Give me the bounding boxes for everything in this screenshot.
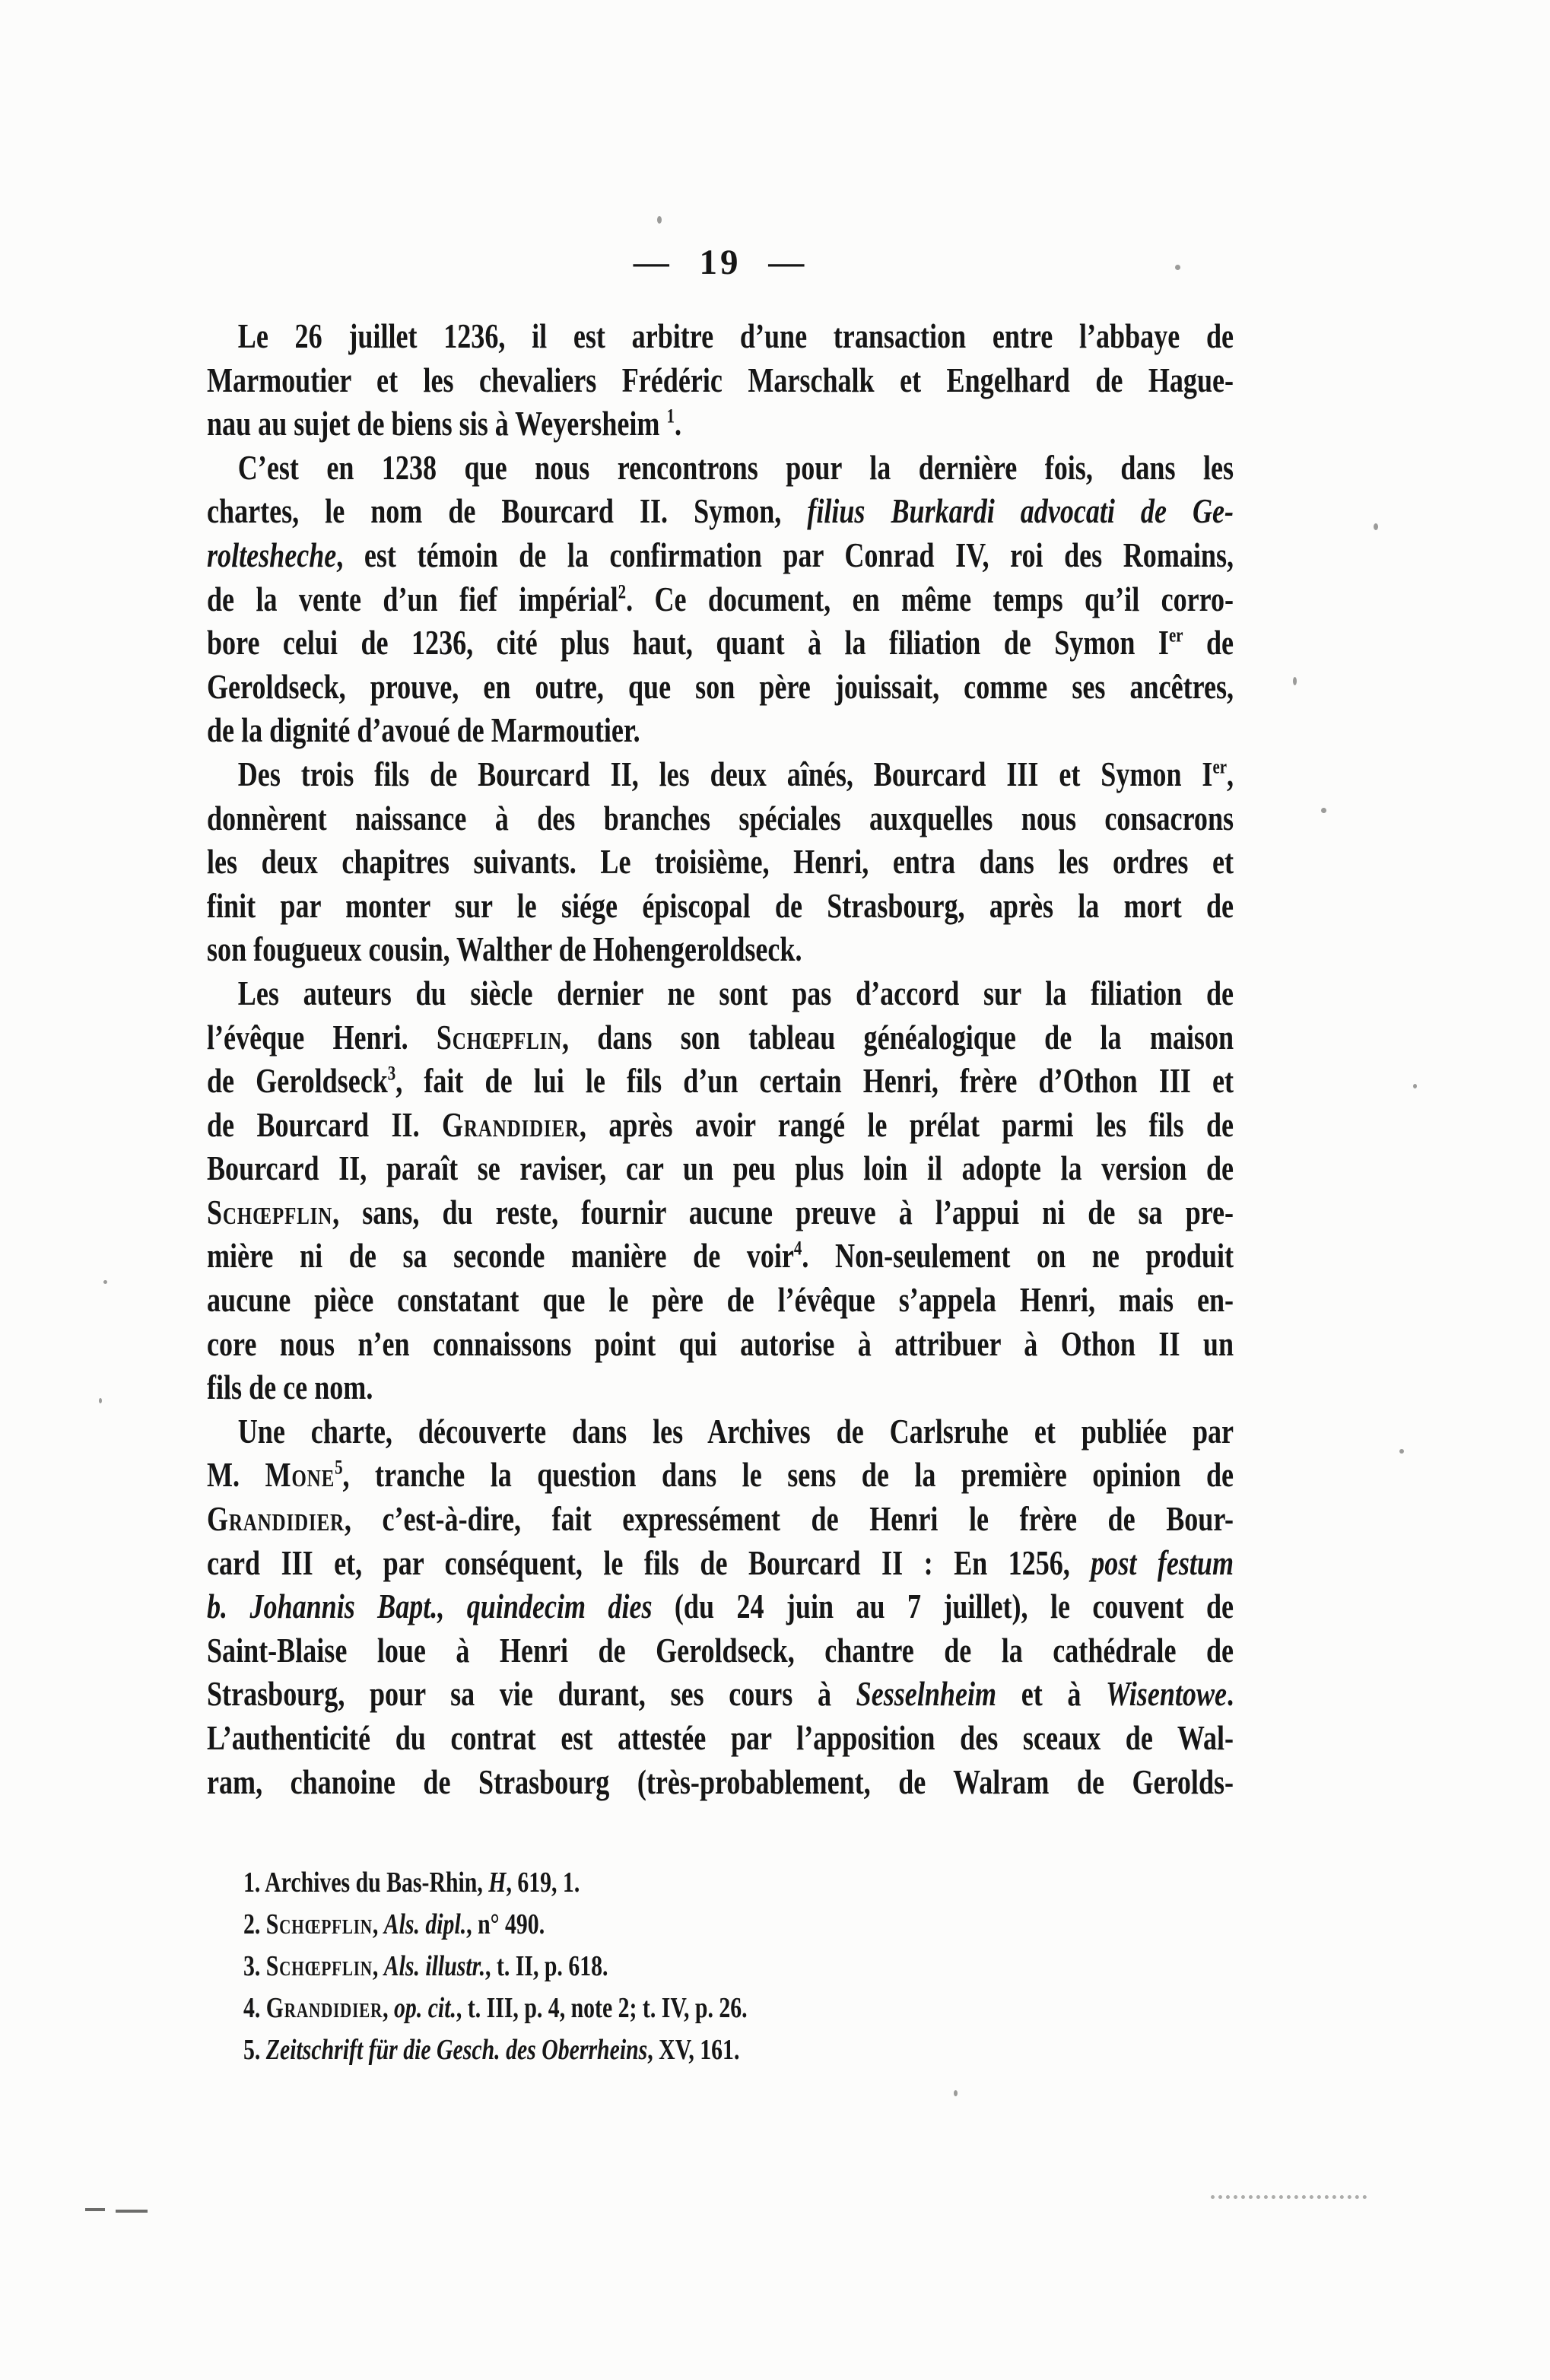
text-run: chartes, le nom de Bourcard II. Symon,	[207, 491, 808, 531]
text-run: de la vente d’un fief impérial	[207, 579, 618, 618]
text-line	[207, 1190, 1234, 1234]
superscript-ref: 1	[666, 404, 675, 427]
text-line	[207, 489, 1234, 533]
text-run: (du 24 juin au 7 juillet), le couvent de	[652, 1587, 1234, 1626]
text-line	[207, 1584, 1234, 1629]
italic-text: op. cit.	[394, 1992, 456, 2024]
footnotes	[243, 1862, 1232, 2071]
text-run: de Bourcard II.	[207, 1104, 443, 1144]
footnote-line	[243, 2029, 1232, 2071]
text-run: Le 26 juillet 1236, il est arbitre d’une transaction entre l’abbaye de	[237, 316, 1234, 355]
smallcaps-name: Mone	[265, 1455, 335, 1495]
text-run: Saint-Blaise loue à Henri de Geroldseck, chantre de la cathédrale de	[207, 1630, 1234, 1670]
smallcaps-name: Grandidier	[207, 1499, 345, 1539]
smallcaps-name: Schœpflin	[265, 1950, 373, 1982]
text-run: finit par monter sur le siége épiscopal de Strasbourg, après la mort de	[207, 885, 1234, 925]
text-run: et à	[996, 1674, 1107, 1714]
footnote-line	[243, 1946, 1232, 1988]
smallcaps-name: Schœpflin	[265, 1908, 373, 1940]
text-run: .	[674, 404, 681, 443]
text-run: core nous n’en connaissons point qui autorise à attribuer à Othon II un	[207, 1323, 1234, 1363]
text-run: bore celui de 1236, cité plus haut, quant à la filiation de Symon I	[207, 623, 1169, 663]
text-run: 3.	[243, 1950, 266, 1982]
paragraph	[207, 446, 1234, 752]
text-run: C’est en 1238 que nous rencontrons pour la dernière fois, dans les	[237, 447, 1234, 487]
italic-text: roltesheche	[207, 535, 337, 574]
text-run: Marmoutier et les chevaliers Frédéric Marschalk et Engelhard de Hague-	[207, 360, 1234, 399]
text-run: ram, chanoine de Strasbourg (très-probablement, de Walram de Gerolds-	[207, 1762, 1234, 1801]
superscript-ref: er	[1212, 755, 1228, 778]
paragraph	[207, 971, 1234, 1409]
page-number: — 19 —	[633, 243, 808, 282]
scan-artifact	[1211, 2195, 1367, 2199]
scan-artifact	[1175, 265, 1180, 270]
text-run: donnèrent naissance à des branches spéciales auxquelles nous consacrons	[207, 798, 1234, 837]
text-run: L’authenticité du contrat est attestée par l’apposition des sceaux de Wal-	[207, 1718, 1234, 1757]
superscript-ref: 4	[793, 1237, 802, 1260]
text-run: nau au sujet de biens sis à Weyersheim	[207, 404, 667, 443]
text-line	[207, 927, 1234, 971]
italic-text: Wisentowe	[1106, 1674, 1228, 1714]
text-run: , dans son tableau généalogique de la maison	[561, 1017, 1234, 1057]
text-line	[207, 1103, 1234, 1147]
text-run: 2.	[243, 1908, 266, 1940]
text-run: Strasbourg, pour sa vie durant, ses cours à	[207, 1674, 856, 1714]
text-run: , t. III, p. 4, note 2; t. IV, p. 26.	[456, 1992, 748, 2024]
text-line	[207, 577, 1234, 621]
text-line	[207, 1541, 1234, 1585]
smallcaps-name: Grandidier	[265, 1992, 383, 2024]
text-run: , sans, du reste, fournir aucune preuve à l’appui ni de sa pre-	[332, 1192, 1234, 1231]
text-line	[207, 884, 1234, 928]
text-line	[207, 752, 1234, 796]
text-run: 1. Archives du Bas-Rhin,	[243, 1867, 489, 1899]
scan-artifact	[1413, 1084, 1417, 1088]
paragraph	[207, 314, 1234, 446]
scan-artifact	[1293, 677, 1297, 685]
scan-artifact	[657, 216, 662, 224]
text-line	[207, 1760, 1234, 1804]
text-run: Bourcard II, paraît se raviser, car un peu plus loin il adopte la version de	[207, 1149, 1234, 1188]
text-run: Les auteurs du siècle dernier ne sont pas d’accord sur la filiation de	[237, 973, 1234, 1012]
scan-artifact	[1399, 1449, 1404, 1454]
text-run: , fait de lui le fils d’un certain Henri, frère d’Othon III et	[395, 1061, 1234, 1101]
footnote-line	[243, 1904, 1232, 1946]
superscript-ref: 2	[618, 580, 627, 603]
text-run: son fougueux cousin, Walther de Hohengeroldseck.	[207, 929, 802, 969]
italic-text: Sesselnheim	[856, 1674, 997, 1714]
text-run: , c’est-à-dire, fait expressément de Henri le frère de Bour-	[344, 1499, 1234, 1539]
text-run: de la dignité d’avoué de Marmoutier.	[207, 710, 640, 750]
text-run: ,	[372, 1908, 384, 1940]
text-line	[207, 1015, 1234, 1060]
text-run: ,	[1227, 754, 1234, 793]
scan-artifact	[99, 1398, 102, 1403]
text-line	[207, 314, 1234, 358]
footnote-line	[243, 1988, 1232, 2029]
scan-artifact	[103, 1280, 107, 1284]
text-line	[207, 1409, 1234, 1454]
scan-artifact	[1321, 808, 1326, 813]
text-run: mière ni de sa seconde manière de voir	[207, 1236, 794, 1276]
text-line	[207, 1672, 1234, 1716]
text-line	[207, 1453, 1234, 1497]
italic-text: Als. dipl.	[383, 1908, 467, 1940]
text-run: 5.	[243, 2034, 266, 2066]
smallcaps-name: Schœpflin	[436, 1017, 562, 1057]
text-line	[207, 840, 1234, 884]
text-run: ,	[383, 1992, 395, 2024]
text-run: Une charte, découverte dans les Archives de Carlsruhe et publiée par	[237, 1411, 1234, 1451]
italic-text: Als. illustr.	[383, 1950, 486, 1982]
text-run: ,	[372, 1950, 384, 1982]
text-line	[207, 446, 1234, 490]
scan-artifact	[85, 2208, 105, 2211]
italic-text: H	[488, 1867, 507, 1899]
text-run: Geroldseck, prouve, en outre, que son père jouissait, comme ses ancêtres,	[207, 666, 1234, 706]
text-run: . Non-seulement on ne produit	[802, 1236, 1234, 1276]
text-line	[207, 796, 1234, 840]
text-run: , t. II, p. 618.	[485, 1950, 608, 1982]
text-run: fils de ce nom.	[207, 1368, 373, 1407]
text-run: , n° 490.	[466, 1908, 545, 1940]
text-line	[207, 1365, 1234, 1409]
text-line	[207, 358, 1234, 402]
text-run: , après avoir rangé le prélat parmi les fils de	[579, 1104, 1234, 1144]
text-run: , tranche la question dans le sens de la première opinion de	[342, 1455, 1234, 1495]
superscript-ref: 3	[387, 1061, 396, 1085]
text-line	[207, 1278, 1234, 1322]
text-line	[207, 708, 1234, 752]
text-line	[207, 533, 1234, 577]
text-run: de	[1183, 623, 1234, 663]
text-run: . Ce document, en même temps qu’il corro-	[626, 579, 1234, 618]
paragraph	[207, 1409, 1234, 1803]
italic-text: filius Burkardi advocati de Ge-	[807, 491, 1234, 531]
text-line	[207, 1059, 1234, 1103]
text-run: de Geroldseck	[207, 1061, 388, 1101]
text-line	[207, 665, 1234, 709]
text-run: M.	[207, 1455, 265, 1495]
scan-artifact	[954, 2090, 958, 2096]
text-run: .	[1227, 1674, 1234, 1714]
text-run: aucune pièce constatant que le père de l’évêque s’appela Henri, mais en-	[207, 1280, 1234, 1320]
smallcaps-name: Schœpflin	[207, 1192, 333, 1231]
italic-text: post festum	[1091, 1543, 1234, 1582]
text-line	[207, 1234, 1234, 1278]
italic-text: Zeitschrift für die Gesch. des Oberrheins	[265, 2034, 648, 2066]
text-line	[207, 1716, 1234, 1760]
text-line	[207, 971, 1234, 1015]
text-run: l’évêque Henri.	[207, 1017, 437, 1057]
text-run: , XV, 161.	[647, 2034, 740, 2066]
text-line	[207, 1629, 1234, 1673]
text-run: 4.	[243, 1992, 266, 2024]
text-line	[207, 621, 1234, 665]
text-run: card III et, par conséquent, le fils de Bourcard II : En 1256,	[207, 1543, 1091, 1582]
text-line	[207, 1322, 1234, 1366]
text-line	[207, 1146, 1234, 1190]
scan-artifact	[116, 2210, 148, 2213]
text-run: les deux chapitres suivants. Le troisième, Henri, entra dans les ordres et	[207, 842, 1234, 882]
smallcaps-name: Grandidier	[442, 1104, 580, 1144]
body-text	[207, 314, 1234, 1803]
text-run: Des trois fils de Bourcard II, les deux aînés, Bourcard III et Symon I	[237, 754, 1213, 793]
text-line	[207, 1497, 1234, 1541]
italic-text: b. Johannis Bapt., quindecim dies	[207, 1587, 653, 1626]
paragraph	[207, 752, 1234, 971]
superscript-ref: er	[1168, 623, 1183, 647]
scan-artifact	[1374, 523, 1378, 530]
superscript-ref: 5	[335, 1456, 343, 1479]
text-run: , 619, 1.	[506, 1867, 580, 1899]
text-run: , est témoin de la confirmation par Conrad IV, roi des Romains,	[336, 535, 1234, 574]
footnote-line	[243, 1862, 1232, 1904]
text-line	[207, 402, 1234, 446]
